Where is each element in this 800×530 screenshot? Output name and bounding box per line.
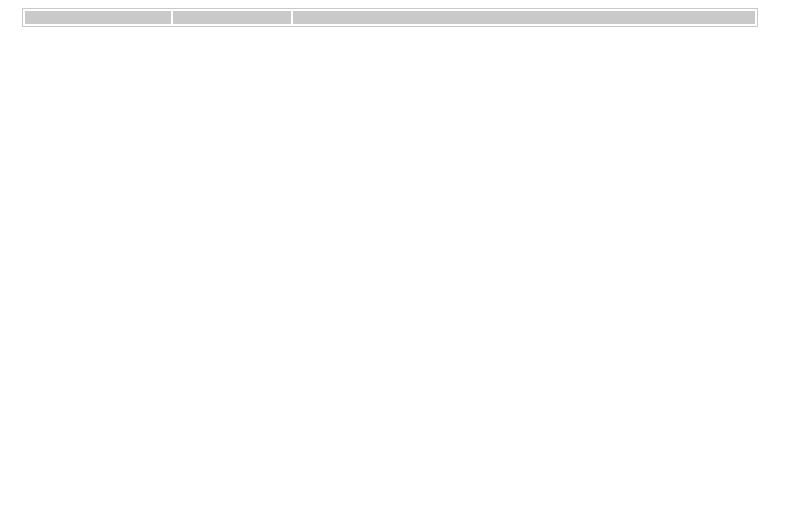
header-row xyxy=(25,11,755,24)
product-value-properties-table xyxy=(22,8,758,27)
property-header xyxy=(25,11,171,24)
on-types-header xyxy=(173,11,291,24)
description-header xyxy=(293,11,755,24)
